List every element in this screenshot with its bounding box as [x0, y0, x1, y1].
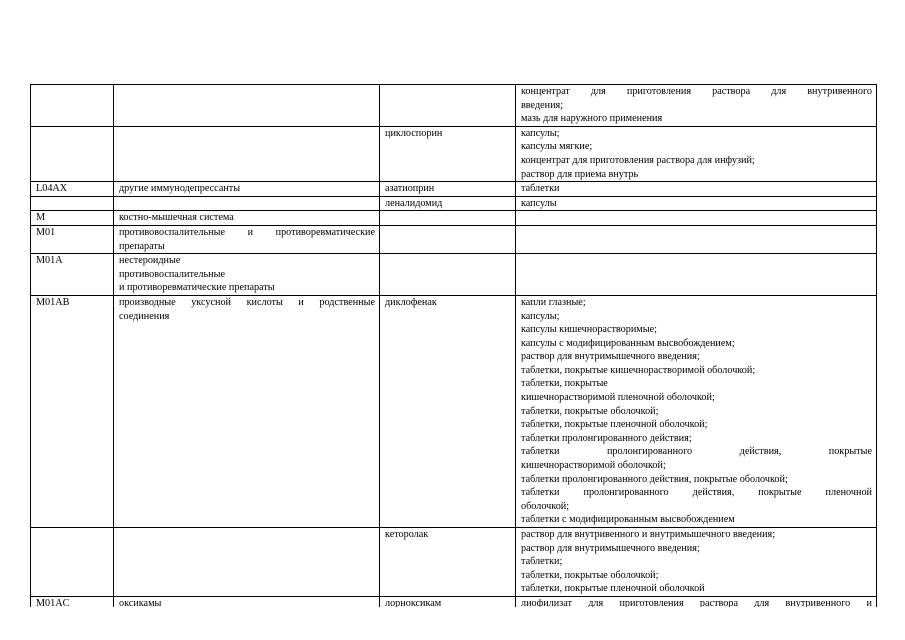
table-row — [31, 596, 877, 607]
dosage-form-line: капсулы с модифицированным высвобождением; — [521, 337, 735, 349]
dosage-form-line: таблетки пролонгированного действия, покрытые — [521, 446, 872, 458]
atc-code-cell: M01AC — [31, 596, 114, 607]
dosage-form-line: таблетки с модифицированным высвобождением — [521, 514, 735, 526]
dosage-form-line: таблетки пролонгированного действия, покрытые пленочной — [521, 487, 872, 499]
table-row — [31, 182, 877, 197]
dosage-form-line: раствор для внутривенного и внутримышечного введения; — [521, 529, 776, 540]
dosage-form-line: капсулы мягкие; — [521, 141, 593, 153]
table-row — [31, 528, 877, 597]
dosage-form-line: раствор для внутримышечного введения; — [521, 542, 700, 554]
dosage-form-line: капли глазные; — [521, 296, 586, 308]
dosage-form-line: капсулы — [521, 197, 557, 209]
dosage-form-line: капсулы кишечнорастворимые; — [521, 324, 657, 336]
dosage-forms-cell — [516, 254, 877, 296]
dosage-forms-cell — [516, 596, 877, 607]
table-row — [31, 295, 877, 527]
dosage-form-line: таблетки — [521, 183, 560, 195]
pharmacological-group-cell — [114, 254, 380, 296]
pharmacological-group-cell — [114, 528, 380, 597]
dosage-form-line: капсулы; — [521, 127, 560, 139]
group-line: нестероидные — [119, 255, 181, 267]
dosage-form-line: таблетки, покрытые оболочкой; — [521, 405, 659, 417]
group-line: соединения — [119, 310, 170, 322]
pharmacological-group-cell — [114, 182, 380, 197]
pharmacological-group-cell — [114, 295, 380, 527]
table-row — [31, 225, 877, 253]
group-line: производные уксусной кислоты и родственные — [119, 296, 375, 308]
dosage-form-line: концентрат для приготовления раствора для внутривенного — [521, 86, 872, 97]
dosage-form-line: таблетки, покрытые пленочной оболочкой — [521, 583, 705, 595]
table-row — [31, 85, 877, 127]
dosage-forms-cell — [516, 196, 877, 211]
atc-code-cell: L04AX — [31, 182, 114, 197]
dosage-form-line: кишечнорастворимой оболочкой; — [521, 460, 666, 472]
pharmacological-group-cell — [114, 85, 380, 127]
dosage-forms-cell — [516, 295, 877, 527]
group-line: другие иммунодепрессанты — [119, 183, 241, 195]
atc-code-cell: M01A — [31, 254, 114, 296]
atc-code-cell — [31, 126, 114, 181]
dosage-forms-cell — [516, 211, 877, 226]
drug-name-cell — [380, 211, 516, 226]
drug-name-cell — [380, 85, 516, 127]
atc-code-cell — [31, 196, 114, 211]
dosage-form-line: таблетки; — [521, 556, 563, 568]
pharmacological-group-cell — [114, 211, 380, 226]
drug-name-cell — [380, 254, 516, 296]
group-line: противовоспалительные и противоревматические — [119, 226, 375, 238]
group-line: костно-мышечная система — [119, 212, 234, 224]
atc-code-cell: M — [31, 211, 114, 226]
dosage-form-line: концентрат для приготовления раствора для инфузий; — [521, 154, 755, 166]
dosage-forms-cell — [516, 126, 877, 181]
drug-name-cell: кеторолак — [380, 528, 516, 597]
drug-name-cell: азатиоприн — [380, 182, 516, 197]
dosage-forms-cell — [516, 182, 877, 197]
dosage-forms-cell — [516, 225, 877, 253]
atc-code-cell: M01AB — [31, 295, 114, 527]
pharmacological-group-cell — [114, 225, 380, 253]
drug-classification-table — [30, 84, 877, 607]
dosage-form-line: оболочкой; — [521, 500, 570, 512]
dosage-form-line: таблетки пролонгированного действия; — [521, 432, 692, 444]
drug-name-cell: лорноксикам — [380, 596, 516, 607]
atc-code-cell: M01 — [31, 225, 114, 253]
drug-name-cell: циклоспорин — [380, 126, 516, 181]
pharmacological-group-cell — [114, 596, 380, 607]
dosage-form-line: таблетки пролонгированного действия, покрытые оболочкой; — [521, 473, 788, 485]
table-row — [31, 196, 877, 211]
table-row — [31, 211, 877, 226]
dosage-form-line: лиофилизат для приготовления раствора для внутривенного и — [521, 597, 872, 607]
dosage-form-line: таблетки, покрытые оболочкой; — [521, 569, 659, 581]
dosage-form-line: таблетки, покрытые кишечнорастворимой оболочкой; — [521, 364, 756, 376]
dosage-form-line: введения; — [521, 99, 564, 111]
pharmacological-group-cell — [114, 126, 380, 181]
group-line: оксикамы — [119, 597, 162, 607]
dosage-form-line: капсулы; — [521, 310, 560, 322]
pharmacological-group-cell — [114, 196, 380, 211]
atc-code-cell — [31, 85, 114, 127]
drug-name-cell: диклофенак — [380, 295, 516, 527]
group-line: и противоревматические препараты — [119, 282, 275, 294]
dosage-forms-cell — [516, 85, 877, 127]
atc-code-cell — [31, 528, 114, 597]
dosage-forms-cell — [516, 528, 877, 597]
dosage-form-line: таблетки, покрытые — [521, 378, 608, 390]
dosage-form-line: раствор для внутримышечного введения; — [521, 351, 700, 363]
dosage-form-line: кишечнорастворимой пленочной оболочкой; — [521, 392, 715, 404]
dosage-form-line: раствор для приема внутрь — [521, 168, 639, 180]
group-line: противовоспалительные — [119, 268, 225, 280]
dosage-form-line: мазь для наружного применения — [521, 113, 663, 125]
group-line: препараты — [119, 240, 165, 252]
dosage-form-line: таблетки, покрытые пленочной оболочкой; — [521, 419, 708, 431]
table-row — [31, 254, 877, 296]
drug-name-cell — [380, 225, 516, 253]
drug-name-cell: леналидомид — [380, 196, 516, 211]
table-row — [31, 126, 877, 181]
